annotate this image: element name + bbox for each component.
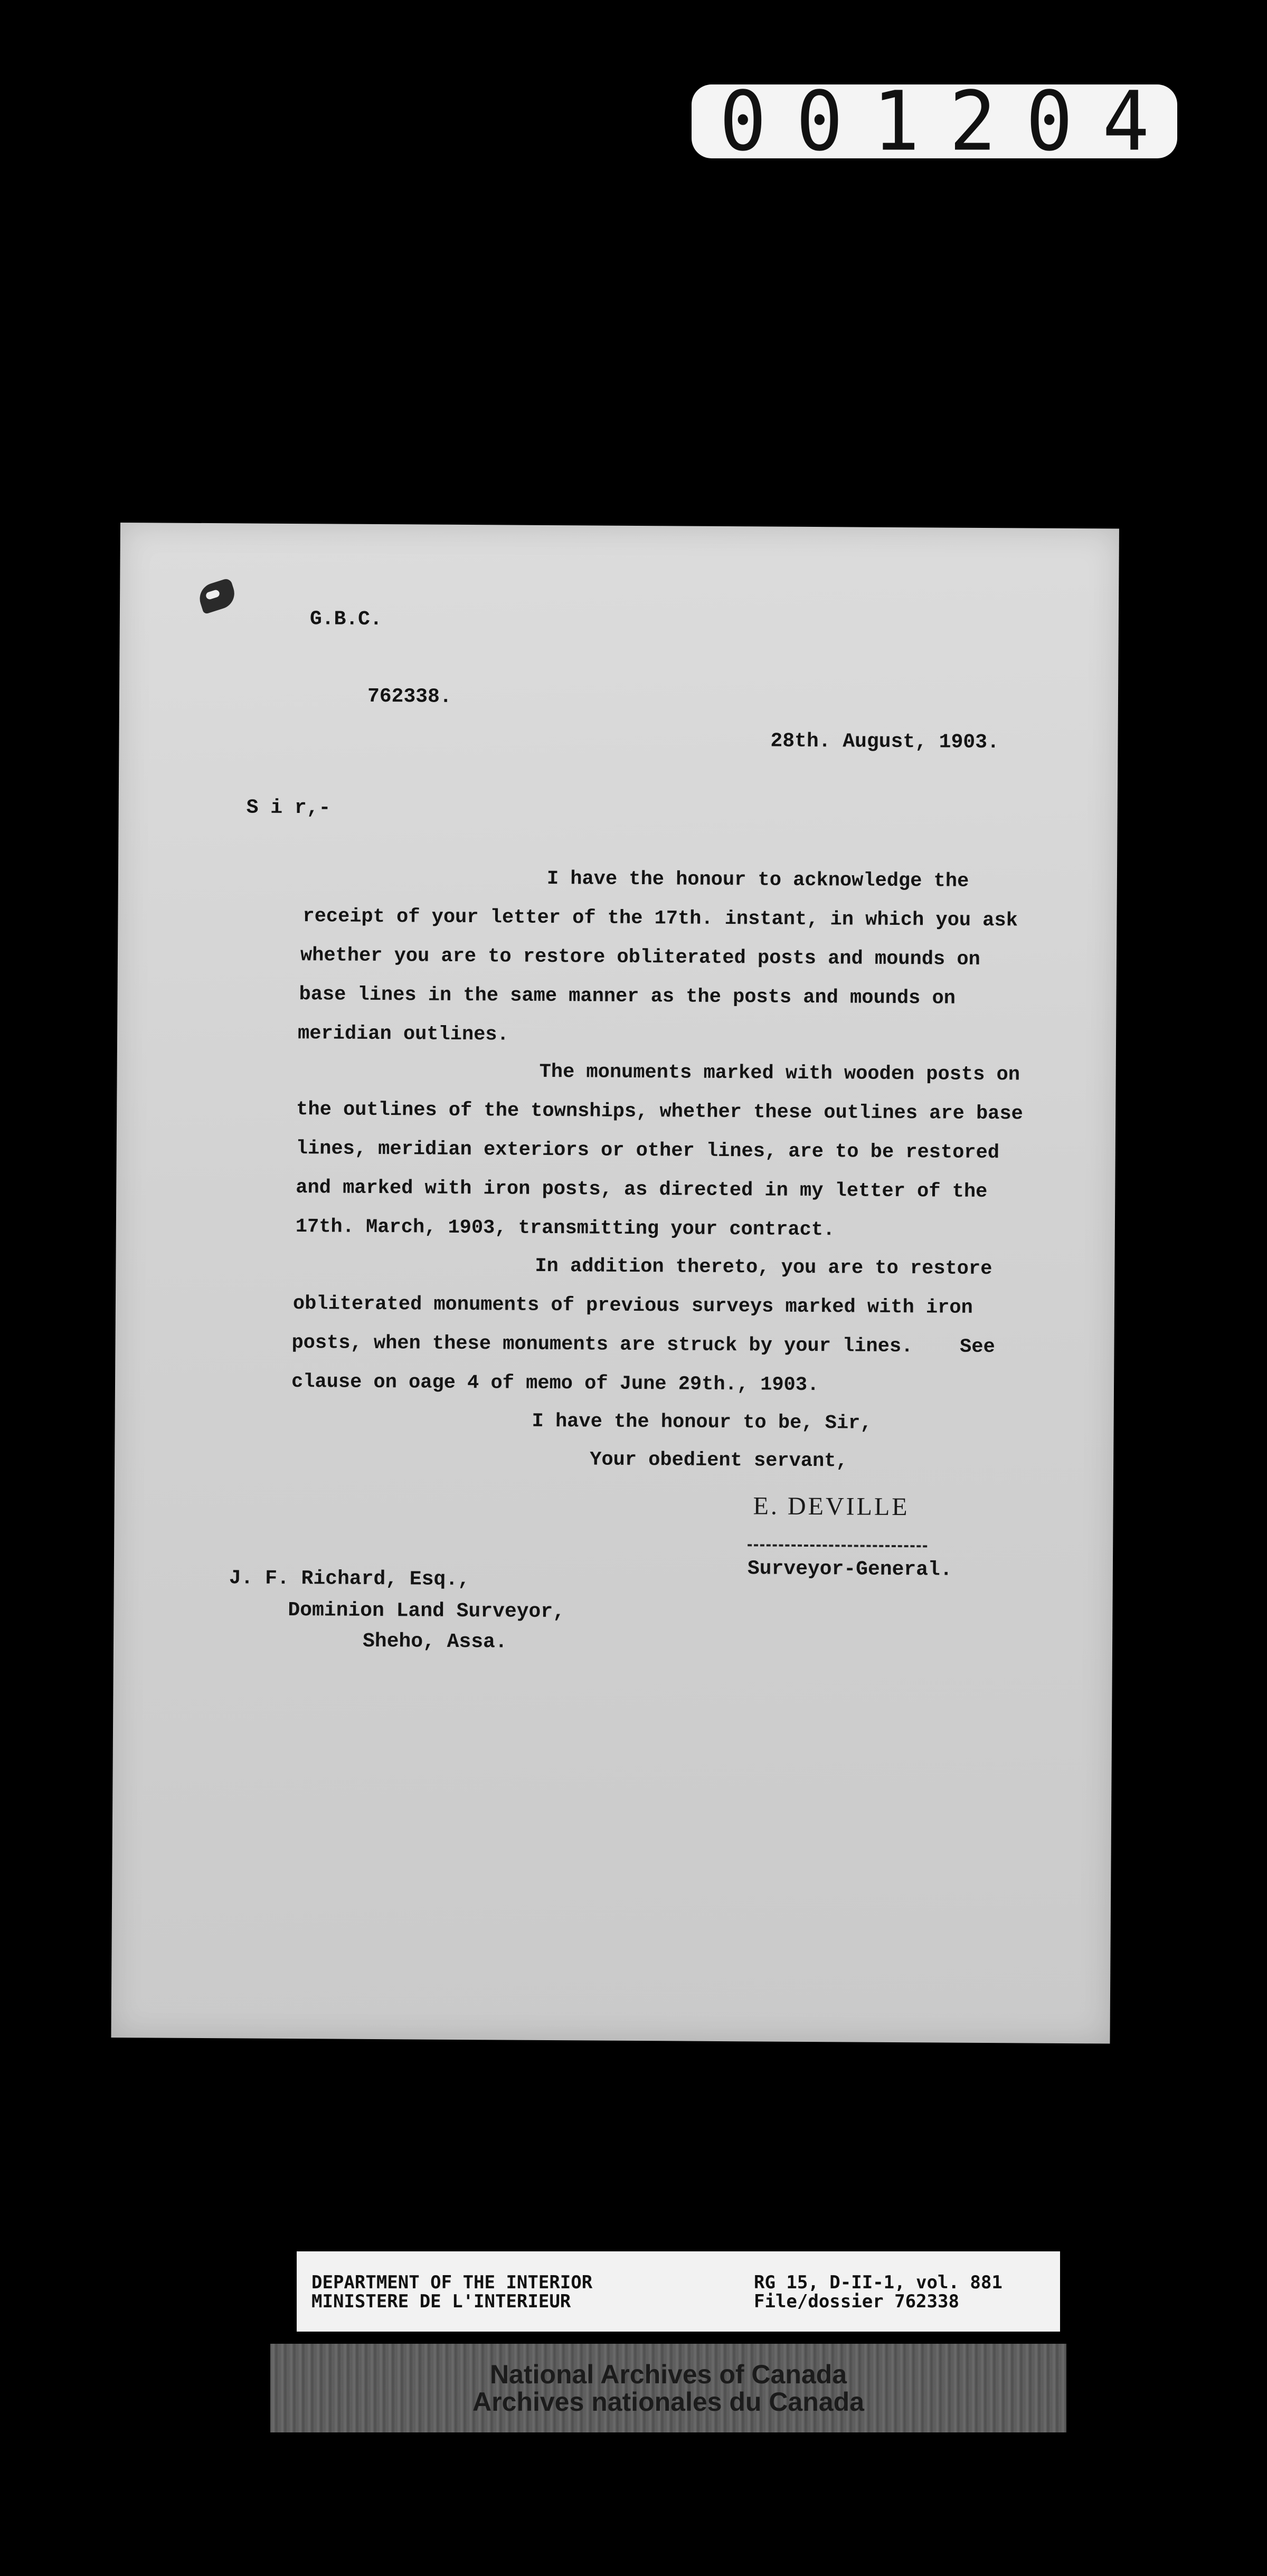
- signature-title: Surveyor-General.: [747, 1557, 952, 1581]
- body-line: lines, meridian exteriors or other lines, are to be restored: [296, 1138, 1000, 1164]
- salutation: S i r,-: [246, 796, 331, 820]
- addressee-name: J. F. Richard, Esq.,: [229, 1567, 470, 1592]
- archive-banner: [270, 2344, 1066, 2432]
- file-number: 762338.: [367, 685, 452, 708]
- body-line: In addition thereto, you are to restore: [535, 1255, 992, 1281]
- signature-rule: [748, 1544, 927, 1547]
- body-line: meridian outlines.: [297, 1022, 509, 1046]
- frame-number: 001204: [719, 73, 1179, 169]
- archive-reference-card: [297, 2251, 1060, 2332]
- frame-number-label: [692, 73, 1179, 169]
- reference-initials: G.B.C.: [309, 608, 382, 631]
- body-line: clause on oage 4 of memo of June 29th., 1903.: [291, 1371, 819, 1397]
- binder-tab-icon: [196, 577, 239, 614]
- body-line: and marked with iron posts, as directed in my letter of the: [296, 1177, 988, 1204]
- archive-reference: RG 15, D-II-1, vol. 881: [754, 2272, 1003, 2293]
- signature-stamp: E. DEVILLE: [753, 1492, 910, 1521]
- body-line: I have the honour to acknowledge the: [546, 867, 969, 893]
- archive-banner-fr: Archives nationales du Canada: [472, 2387, 864, 2417]
- letter-date: 28th. August, 1903.: [770, 730, 999, 754]
- department-fr: MINISTERE DE L'INTERIEUR: [311, 2291, 571, 2312]
- addressee-title: Dominion Land Surveyor,: [288, 1598, 565, 1624]
- body-line: The monuments marked with wooden posts on: [539, 1060, 1020, 1086]
- body-line: base lines in the same manner as the posts and mounds on: [299, 983, 956, 1010]
- archive-file: File/dossier 762338: [754, 2291, 959, 2312]
- closing-line: I have the honour to be, Sir,: [532, 1410, 872, 1435]
- body-line: receipt of your letter of the 17th. instant, in which you ask: [302, 905, 1018, 932]
- body-line: posts, when these monuments are struck by your lines. See: [291, 1332, 995, 1359]
- body-line: 17th. March, 1903, transmitting your contract.: [295, 1216, 835, 1242]
- body-line: obliterated monuments of previous surveys marked with iron: [292, 1293, 973, 1319]
- department-en: DEPARTMENT OF THE INTERIOR: [311, 2272, 593, 2293]
- addressee-place: Sheho, Assa.: [362, 1630, 507, 1654]
- archive-banner-en: National Archives of Canada: [489, 2359, 847, 2389]
- body-line: whether you are to restore obliterated posts and mounds on: [300, 944, 980, 971]
- closing-line: Your obedient servant,: [590, 1448, 848, 1473]
- body-line: the outlines of the townships, whether these outlines are base: [296, 1098, 1023, 1125]
- letter-page: [111, 523, 1119, 2044]
